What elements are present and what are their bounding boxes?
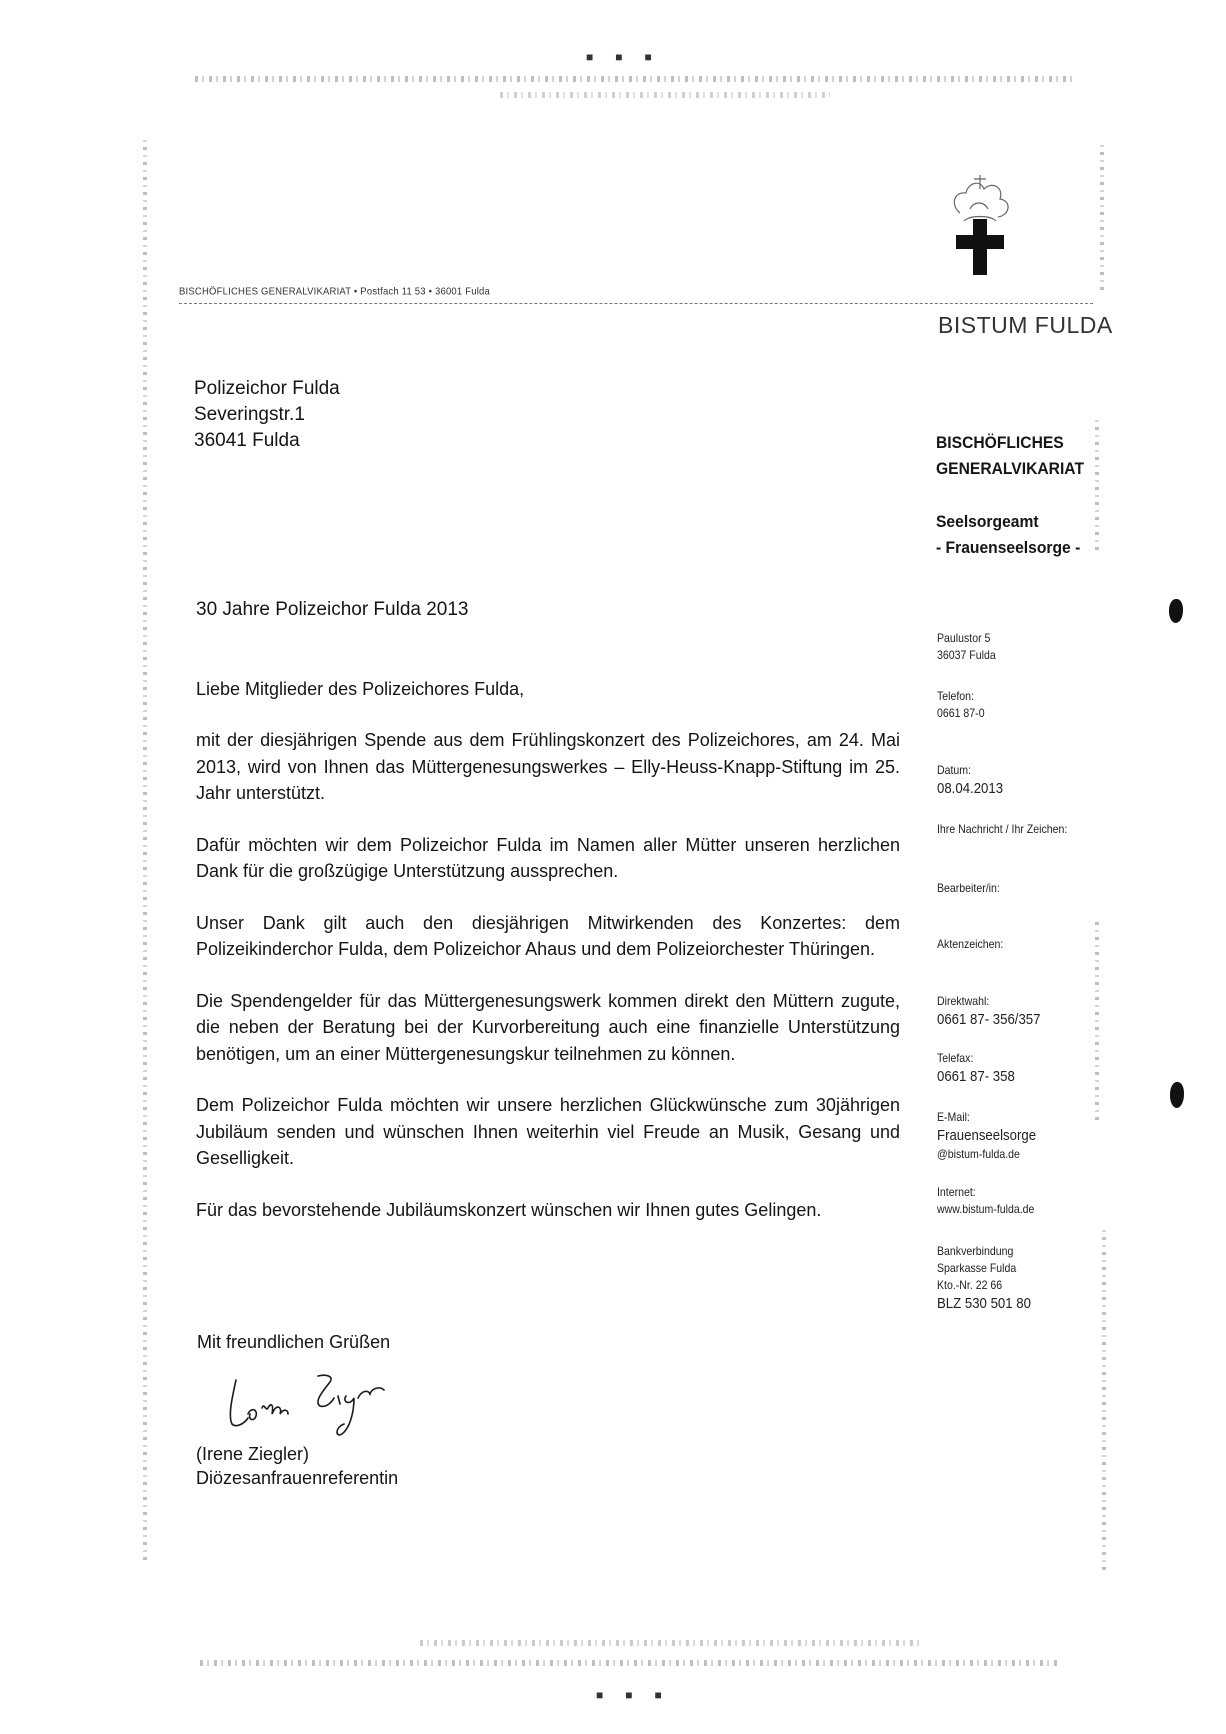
sidebar-your-reference: Ihre Nachricht / Ihr Zeichen: — [937, 822, 1068, 836]
sidebar-phone — [937, 688, 985, 722]
sidebar-editor: Bearbeiter/in: — [937, 881, 1000, 895]
bank-code: BLZ 530 501 80 — [937, 1295, 1031, 1312]
paragraph-6: Für das bevorstehende Jubiläumskonzert wünschen wir Ihnen gutes Gelingen. — [196, 1199, 822, 1220]
email-domain: @bistum-fulda.de — [937, 1147, 1020, 1161]
letter-salutation: Liebe Mitglieder des Polizeichores Fulda, — [196, 679, 525, 699]
scan-noise-right-4 — [1102, 1230, 1106, 1570]
department-line-2: - Frauenseelsorge - — [936, 538, 1081, 557]
paragraph-1: mit der diesjährigen Spende aus dem Frühlingskonzert des Polizeichores, am 24. Mai 2013, wird von Ihnen das Müttergenesungswerkes – Elly-Heuss-Knapp-Stiftung im 25. Jahr unterstützt. — [196, 730, 900, 803]
date-label: Datum: — [937, 763, 972, 777]
scan-noise-top — [195, 76, 1075, 82]
phone-label: Telefon: — [937, 689, 974, 703]
bank-name: Sparkasse Fulda — [937, 1261, 1017, 1275]
signer-name: (Irene Ziegler) — [196, 1444, 310, 1464]
scan-marks-bottom: ■■■ — [596, 1688, 684, 1702]
email-user: Frauenseelsorge — [937, 1127, 1037, 1144]
date-value: 08.04.2013 — [937, 780, 1004, 797]
scan-noise-right-3 — [1095, 920, 1099, 1120]
org-line-2: GENERALVIKARIAT — [936, 459, 1085, 478]
scan-noise-bottom — [200, 1660, 1060, 1666]
paragraph-2: Dafür möchten wir dem Polizeichor Fulda im Namen aller Mütter unseren herzlichen Dank für die großzügige Unterstützung aussprechen. — [196, 834, 900, 881]
sender-return-address: BISCHÖFLICHES GENERALVIKARIAT • Postfach 11 53 • 36001 Fulda — [179, 285, 490, 298]
letter-body — [196, 727, 900, 1248]
org-line-1: BISCHÖFLICHES — [936, 433, 1064, 452]
fax-label: Telefax: — [937, 1051, 974, 1065]
bank-account: Kto.-Nr. 22 66 — [937, 1278, 1003, 1292]
paragraph-4: Die Spendengelder für das Müttergenesungswerk kommen direkt den Müttern zugute, die neben der Beratung bei der Kurvorbereitung auch eine finanzielle Unterstützung benötigen, um an einer Müttergenesungskur teilnehmen zu können. — [196, 990, 900, 1064]
scan-noise-left — [143, 140, 147, 1560]
recipient-street: Severingstr.1 — [194, 404, 305, 425]
diocese-cross-logo-icon — [940, 165, 1020, 285]
paragraph-3: Unser Dank gilt auch den diesjährigen Mitwirkenden des Konzertes: dem Polizeikinderchor Fulda, dem Polizeichor Ahaus und dem Polizeiorchester Thüringen. — [196, 912, 900, 959]
recipient-city: 36041 Fulda — [194, 430, 300, 451]
email-label: E-Mail: — [937, 1110, 970, 1124]
sidebar-address — [937, 630, 996, 664]
handwritten-signature-icon — [222, 1368, 402, 1438]
sidebar-address-street: Paulustor 5 — [937, 631, 991, 645]
sidebar-direct-dial — [937, 993, 1040, 1030]
recipient-address — [194, 376, 340, 454]
margin-ink-blot-2 — [1170, 1082, 1184, 1108]
paragraph-5: Dem Polizeichor Fulda möchten wir unsere herzlichen Glückwünsche zum 30jährigen Jubiläum senden und wünschen Ihnen weiterhin viel Freude an Musik, Gesang und Geselligkeit. — [196, 1095, 900, 1168]
signer-block — [196, 1442, 398, 1490]
scan-noise-right-2 — [1095, 420, 1099, 550]
letter-closing: Mit freundlichen Grüßen — [197, 1332, 391, 1352]
signer-title: Diözesanfrauenreferentin — [196, 1468, 399, 1488]
margin-ink-blot — [1169, 599, 1183, 623]
sidebar-address-city: 36037 Fulda — [937, 648, 996, 662]
direct-dial-label: Direktwahl: — [937, 994, 990, 1008]
sidebar-fax — [937, 1050, 1015, 1087]
scan-marks-top: ■■■ — [586, 50, 674, 64]
website-label: Internet: — [937, 1185, 976, 1199]
sidebar-bank — [937, 1243, 1031, 1314]
sidebar-file-number: Aktenzeichen: — [937, 937, 1004, 951]
scan-noise-bottom-2 — [420, 1640, 920, 1646]
scan-noise-top-2 — [500, 92, 830, 98]
direct-dial-value: 0661 87- 356/357 — [937, 1011, 1041, 1028]
phone-value: 0661 87-0 — [937, 706, 985, 720]
recipient-name: Polizeichor Fulda — [194, 378, 340, 399]
scan-noise-right — [1100, 140, 1104, 290]
sidebar-website — [937, 1184, 1034, 1218]
website-value: www.bistum-fulda.de — [937, 1202, 1035, 1216]
organization-name — [936, 430, 1084, 482]
fax-value: 0661 87- 358 — [937, 1068, 1015, 1085]
letter-subject: 30 Jahre Polizeichor Fulda 2013 — [196, 599, 469, 620]
header-divider — [179, 303, 1093, 304]
bank-label: Bankverbindung — [937, 1244, 1014, 1258]
department-line-1: Seelsorgeamt — [936, 512, 1039, 531]
sidebar-date — [937, 762, 1003, 799]
brand-name: BISTUM FULDA — [938, 312, 1113, 338]
department-name — [936, 509, 1080, 561]
sidebar-email — [937, 1109, 1036, 1163]
